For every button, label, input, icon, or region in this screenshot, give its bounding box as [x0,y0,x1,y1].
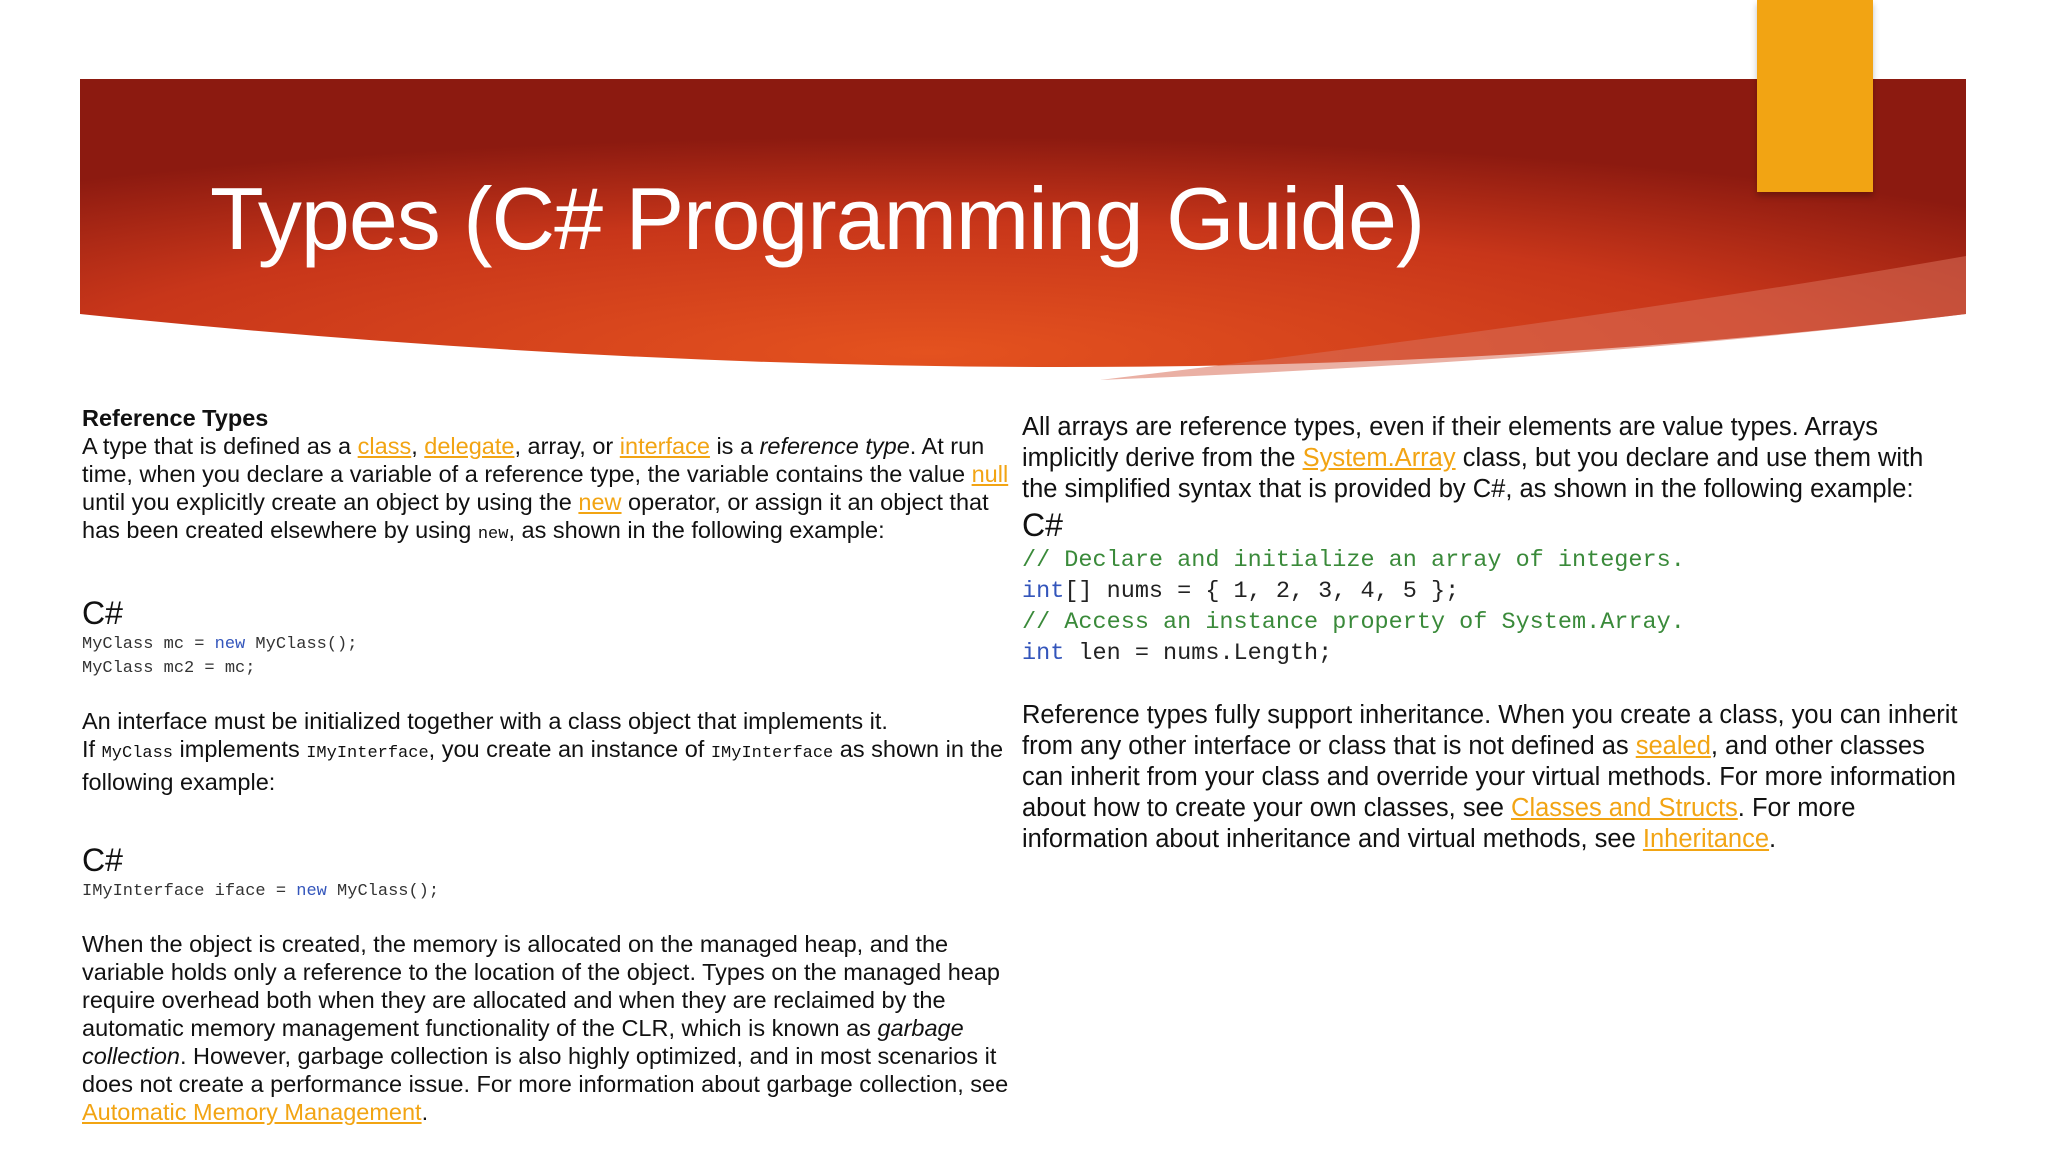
link-interface[interactable]: interface [619,433,710,459]
link-delegate[interactable]: delegate [424,433,515,459]
reference-types-heading: Reference Types [82,405,269,431]
link-new[interactable]: new [578,489,622,515]
link-sealed[interactable]: sealed [1635,732,1711,760]
code-language-label: C# [82,842,123,878]
paragraph-interface: An interface must be initialized together with a class object that implements it. If MyClass implements IMyInterface, you create an instance of IMyInterface as shown in the following example: [82,708,1004,795]
accent-tab [1757,0,1873,192]
link-system-array[interactable]: System.Array [1302,444,1456,472]
paragraph-managed-heap: When the object is created, the memory is allocated on the managed heap, and the variable holds only a reference to the location of the object. Types on the managed heap require overhead both when they are allocated and when they are reclaimed by the automatic memory management functionality of the CLR, which is known as garbage collection. However, garbage collection is also highly optimized, and in most scenarios it does not create a performance issue. For more information about garbage collection, see Automatic Memory Management. [82,931,1009,1125]
link-null[interactable]: null [971,461,1009,487]
right-column [1022,412,1962,855]
code-block-arrays: // Declare and initialize an array of integers. int[] nums = { 1, 2, 3, 4, 5 }; // Access an instance property of System.Array. int len = nums.Length; [1022,547,1685,667]
left-column [82,404,1012,1126]
link-classes-and-structs[interactable]: Classes and Structs [1511,794,1738,822]
code-language-label: C# [1022,507,1063,543]
paragraph-inheritance: Reference types fully support inheritance. When you create a class, you can inherit from any other interface or class that is not defined as sealed, and other classes can inherit from your class and override your virtual methods. For more information about how to create your own classes, see Classes and Structs. For more information about inheritance and virtual methods, see Inheritance. [1022,701,1958,853]
paragraph-reference-types: A type that is defined as a class, delegate, array, or interface is a reference type. At run time, when you declare a variable of a reference type, the variable contains the value null until you explicitly create an object by using the new operator, or assign it an object that has been created elsewhere by using new, as shown in the following example: [82,433,1009,544]
link-class[interactable]: class [357,433,412,459]
link-inheritance[interactable]: Inheritance [1642,825,1770,853]
slide-title: Types (C# Programming Guide) [210,169,1425,268]
code-block-iface: IMyInterface iface = new MyClass(); [82,882,440,901]
code-block-myclass: MyClass mc = new MyClass(); MyClass mc2 = mc; [82,635,358,678]
link-automatic-memory-management[interactable]: Automatic Memory Management [82,1099,422,1125]
code-language-label: C# [82,595,123,631]
paragraph-arrays: All arrays are reference types, even if their elements are value types. Arrays implicitly derive from the System.Array class, but you declare and use them with the simplified syntax that is provided by C#, as shown in the following example: [1022,413,1924,503]
